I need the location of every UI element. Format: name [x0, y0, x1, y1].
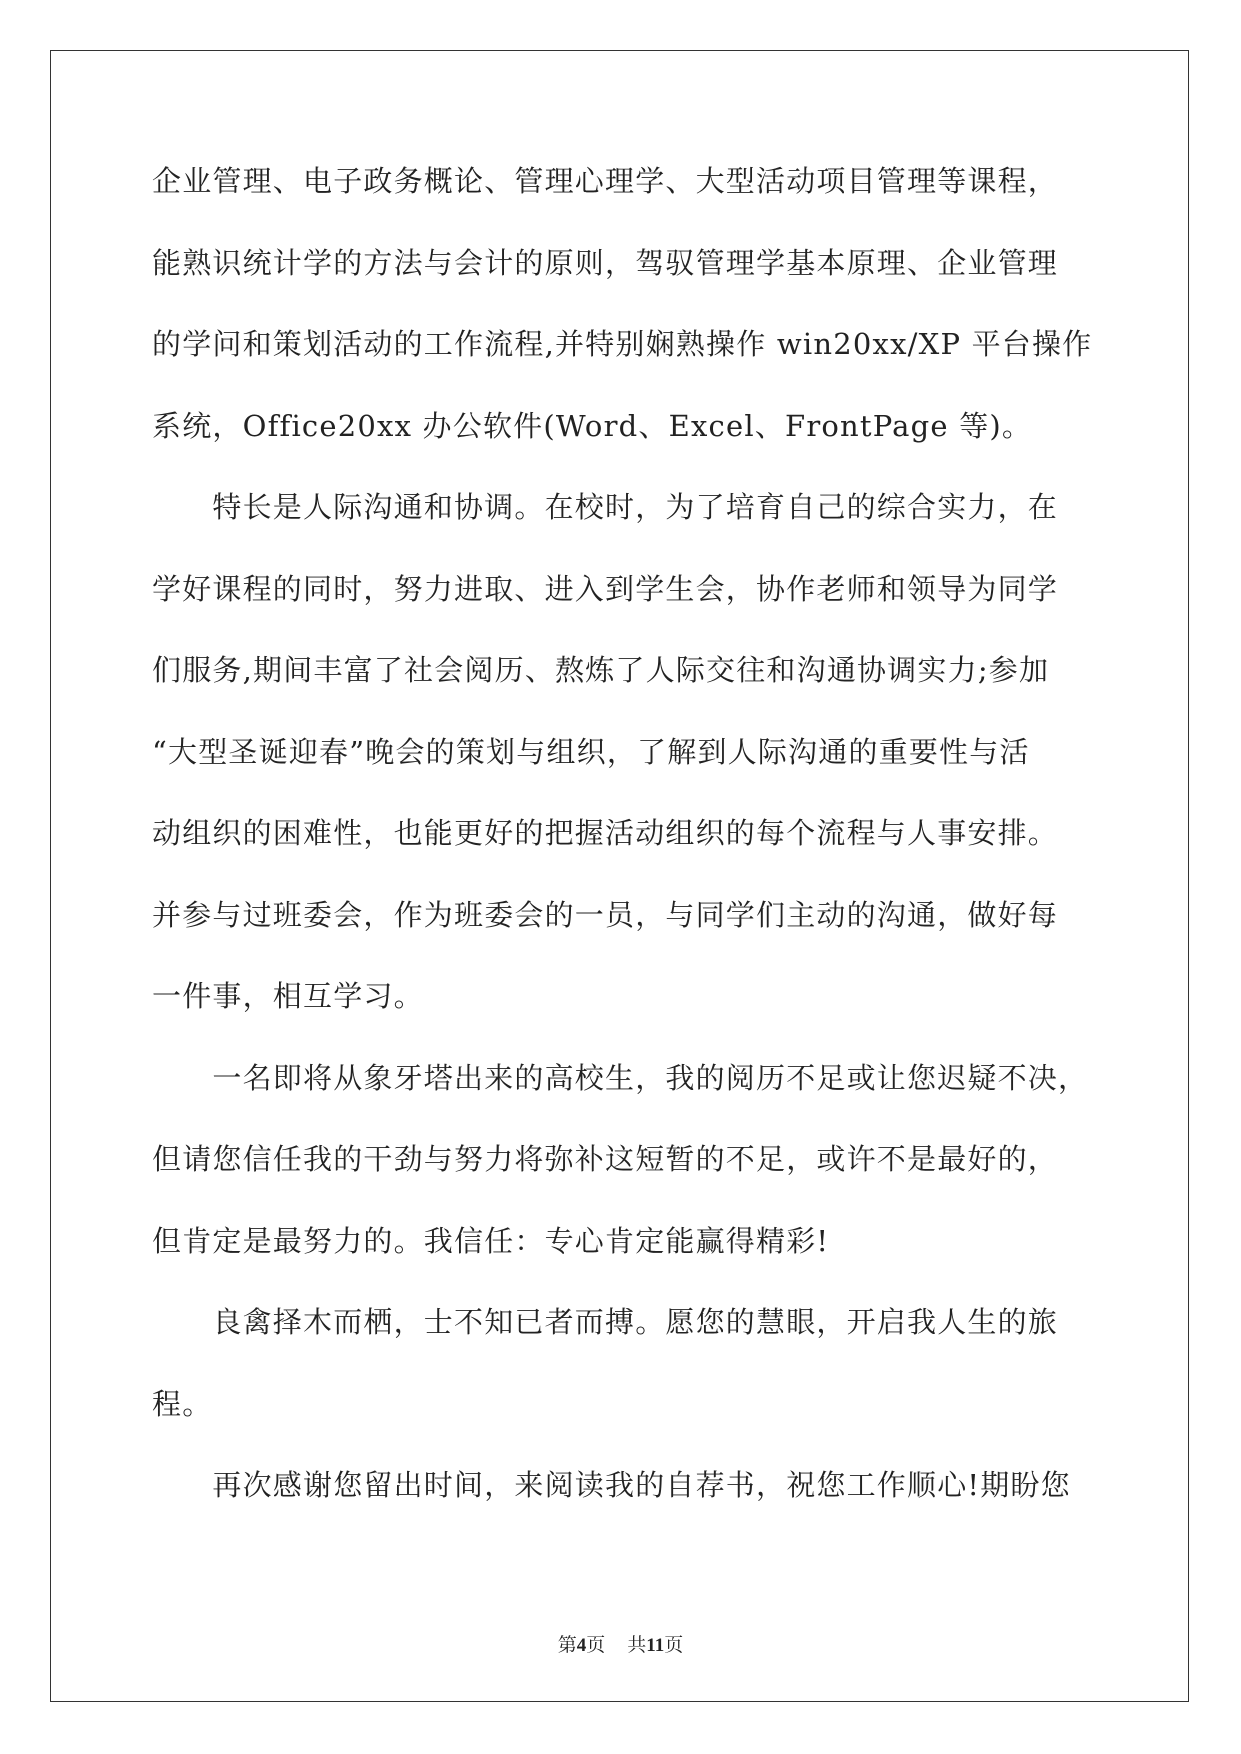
page-number: 4	[576, 1635, 587, 1656]
total-suffix: 页	[664, 1635, 684, 1656]
text-line: “大型圣诞迎春”晚会的策划与组织，了解到人际沟通的重要性与活	[152, 734, 1030, 769]
page-prefix: 第	[557, 1635, 577, 1656]
text-line: 动组织的困难性，也能更好的把握活动组织的每个流程与人事安排。	[152, 816, 1059, 850]
text-line: 的学问和策划活动的工作流程,并特别娴熟操作 win20xx/XP 平台操作	[152, 327, 1093, 361]
page-total: 11	[646, 1635, 665, 1656]
text-line: 一件事，相互学习。	[152, 979, 424, 1013]
text-line: 但请您信任我的干劲与努力将弥补这短暂的不足，或许不是最好的，	[152, 1142, 1059, 1176]
text-line: 但肯定是最努力的。我信任：专心肯定能赢得精彩!	[152, 1223, 830, 1258]
text-line: 学好课程的同时，努力进取、进入到学生会，协作老师和领导为同学	[152, 571, 1059, 606]
text-line: 企业管理、电子政务概论、管理心理学、大型活动项目管理等课程，	[152, 164, 1059, 198]
text-line: 特长是人际沟通和协调。在校时，为了培育自己的综合实力，在	[152, 490, 1059, 524]
text-line: 们服务,期间丰富了社会阅历、熬炼了人际交往和沟通协调实力;参加	[152, 653, 1050, 687]
document-body	[152, 161, 1102, 1547]
page-footer	[0, 1630, 1241, 1657]
text-line: 程。	[152, 1386, 213, 1421]
total-prefix: 共	[627, 1635, 647, 1656]
text-line: 并参与过班委会，作为班委会的一员，与同学们主动的沟通，做好每	[152, 897, 1059, 932]
text-line: 良禽择木而栖，士不知已者而搏。愿您的慧眼，开启我人生的旅	[152, 1305, 1059, 1339]
text-line: 系统，Office20xx 办公软件(Word、Excel、FrontPage 等)。	[152, 408, 1033, 443]
text-line: 一名即将从象牙塔出来的高校生，我的阅历不足或让您迟疑不决，	[152, 1060, 1089, 1095]
text-line: 能熟识统计学的方法与会计的原则，驾驭管理学基本原理、企业管理	[152, 245, 1059, 280]
page-suffix: 页	[586, 1635, 606, 1656]
text-line: 再次感谢您留出时间，来阅读我的自荐书，祝您工作顺心!期盼您	[152, 1468, 1071, 1502]
